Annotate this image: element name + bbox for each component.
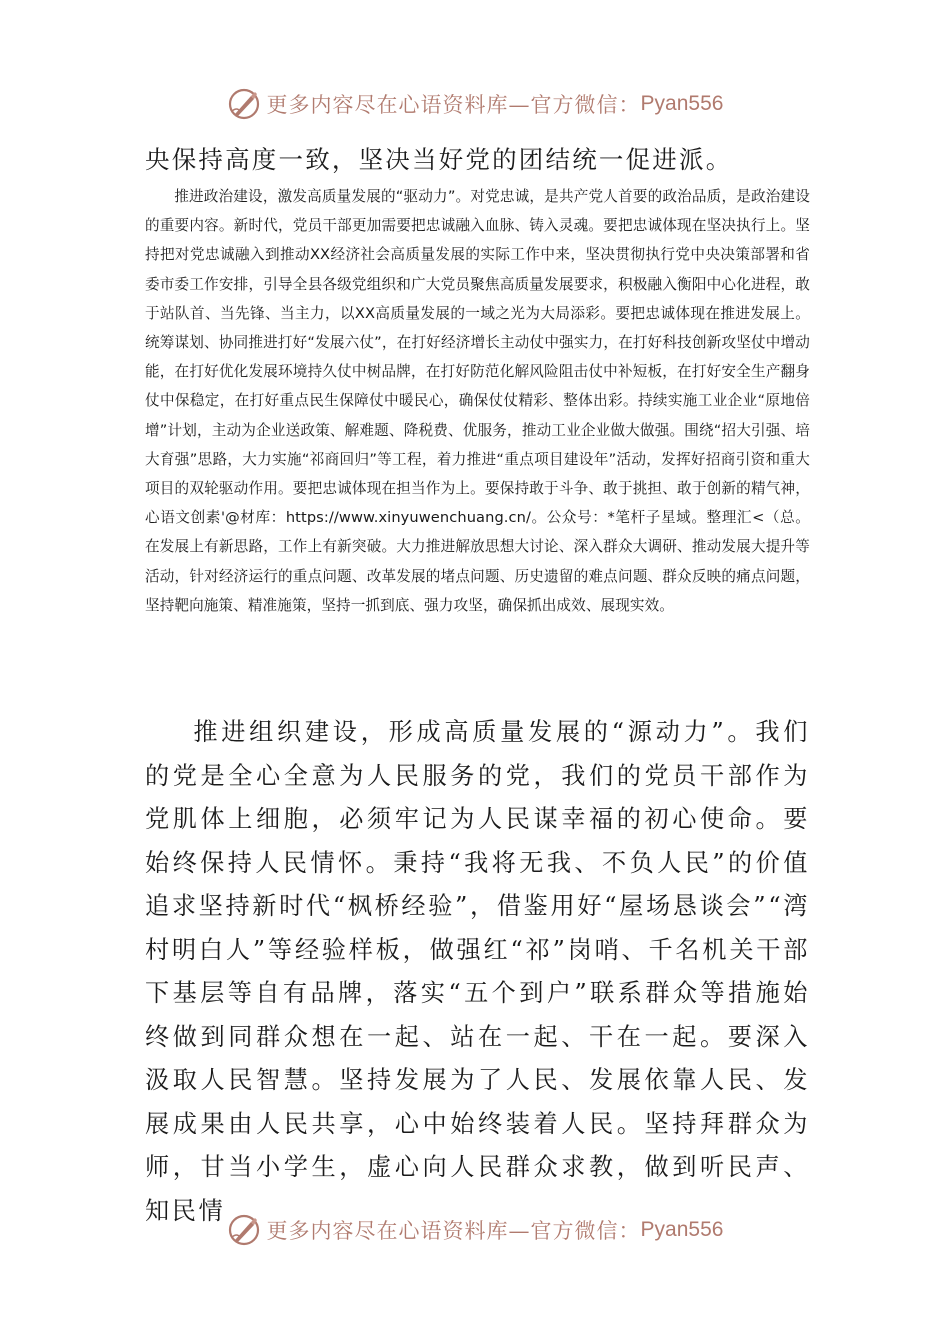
paragraph-organization-building: 推进组织建设，形成高质量发展的“源动力”。我们的党是全心全意为人民服务的党，我们的党员干部作为党肌体上细胞，必须牢记为人民谋幸福的初心使命。要始终保持人民情怀。秉持“我将无我、不负人民”的价值追求坚持新时代“枫桥经验”，借鉴用好“屋场恳谈会”“湾村明白人”等经验样板，做强红“祁”岗哨、千名机关干部下基层等自有品牌，落实“五个到户”联系群众等措施始终做到同群众想在一起、站在一起、干在一起。要深入汲取人民智慧。坚持发展为了人民、发展依靠人民、发展成果由人民共享，心中始终装着人民。坚持拜群众为师，甘当小学生，虚心向人民群众求教，做到听民声、知民情 [145,718,810,1225]
banner-text: 更多内容尽在心语资料库—官方微信： [266,1219,641,1243]
banner-wechat-id: Pyan556 [640,1218,724,1241]
pen-logo-icon [227,1213,261,1247]
header-watermark-banner [0,84,950,124]
pen-logo-icon [227,87,261,121]
paragraph-political-building: 推进政治建设，激发高质量发展的“驱动力”。对党忠诚，是共产党人首要的政治品质，是政治建设的重要内容。新时代，党员干部更加需要把忠诚融入血脉、铸入灵魂。要把忠诚体现在坚决执行上。坚持把对党忠诚融入到推动XX经济社会高质量发展的实际工作中来，坚决贯彻执行党中央决策部署和省委市委工作安排，引导全县各级党组织和广大党员聚焦高质量发展要求，积极融入衡阳中心化进程，敢于站队首、当先锋、当主力，以XX高质量发展的一域之光为大局添彩。要把忠诚体现在推进发展上。统筹谋划、协同推进打好“发展六仗”，在打好经济增长主动仗中强实力，在打好科技创新攻坚仗中增动能，在打好优化发展环境持久仗中树品牌，在打好防范化解风险阻击仗中补短板，在打好安全生产翻身仗中保稳定，在打好重点民生保障仗中暖民心，确保仗仗精彩、整体出彩。持续实施工业企业“原地倍增”计划，主动为企业送政策、解难题、降税费、优服务，推动工业企业做大做强。围绕“招大引强、培大育强”思路，大力实施“祁商回归”等工程，着力推进“重点项目建设年”活动，发挥好招商引资和重大项目的双轮驱动作用。要把忠诚体现在担当作为上。要保持敢于斗争、敢于挑担、敢于创新的精气神，心语文创素'@材库：https://www.xinyuwenchuang.cn/。公众号：*笔杆子星域。整理汇<（总。在发展上有新思路，工作上有新突破。大力推进解放思想大讨论、深入群众大调研、推动发展大提升等活动，针对经济运行的重点问题、改革发展的堵点问题、历史遗留的难点问题、群众反映的痛点问题，坚持靶向施策、精准施策，坚持一抓到底、强力攻坚，确保抓出成效、展现实效。 [145,188,810,614]
banner-wechat-id: Pyan556 [640,92,724,115]
footer-watermark-banner [0,1210,950,1250]
carry-over-line: 央保持高度一致，坚决当好党的团结统一促进派。 [145,145,733,174]
banner-text: 更多内容尽在心语资料库—官方微信： [266,93,641,117]
